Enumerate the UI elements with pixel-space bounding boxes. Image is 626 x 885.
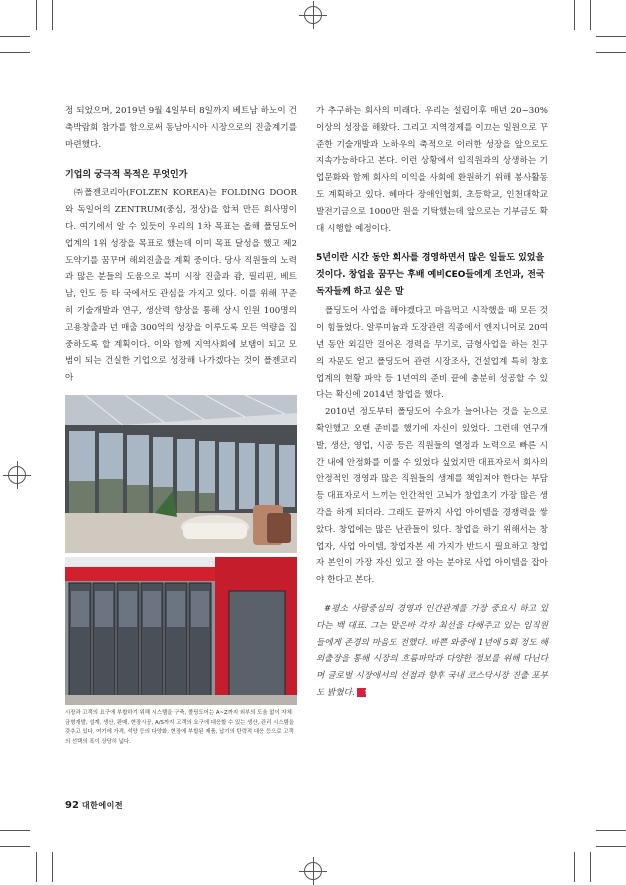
crop-mark — [574, 852, 575, 882]
crop-mark — [0, 36, 30, 37]
crop-mark — [596, 52, 626, 53]
startup-advice-paragraph: 2010년 정도부터 폴딩도어 수요가 늘어나는 것을 눈으로 확인했고 오랜 준비를 했기에 자신이 있었다. 그런데 연구개발, 생산, 영업, 시공 등은 직원들의 열정과 노력으로 빠른 시간 내에 안정화를 이룰 수 있었다 싶었지만 대표자로서 회사의 안정적인 경영과 많은 직원들의 생계를 책임져야 한다는 부담 등 대표자로서 느끼는 인간적인 고뇌가 창업초기 가장 많은 생각을 하게 되더라. 그래도 끝까지 사업 아이템을 경쟁력을 쌓았다. 창업에는 많은 난관들이 있다. 창업을 하기 위해서는 창업자, 사업 아이템, 창업자본 세 가지가 반드시 필요하고 창업자 본인이 가장 자신 있고 잘 아는 분야로 사업 아이템을 잡아야 한다고 본다. — [316, 407, 548, 586]
crop-mark — [590, 852, 591, 882]
interview-question-heading: 5년이란 시간 동안 회사를 경영하면서 많은 일들도 있었을 것이다. 창업을 꿈꾸는 후배 예비CEO들에게 조언과, 전국 독자들께 하고 싶은 말 — [316, 253, 545, 298]
crop-mark — [0, 846, 30, 847]
crop-mark — [590, 0, 591, 30]
page-footer — [65, 800, 123, 811]
company-paragraph: ㈜폴젠코리아(FOLZEN KOREA)는 FOLDING DOOR와 독일어의 ZENTRUM(중심, 정상)을 합쳐 만든 회사명이다. 여기에서 알 수 있듯이 우리의 1차 목표는 올해 폴딩도어 업계의 1위 성장을 목표로 했는데 이미 목표 달성을 했고 제2도약기를 꿈꾸며 해외진출을 계획 중이다. 당사 직원들의 노력과 많은 분들의 도움으로 북미 시장 진출과 괌, 필리핀, 베트남, 인도 등 타 국에서도 관심을 가지고 있다. 이를 위해 꾸준히 기술개발과 연구, 생산력 향상을 통해 상시 인원 100명의 고용창출과 년 매출 300억의 성장을 이루도록 모든 역량을 집중하도록 할 계획이다. 이와 함께 지역사회에 보탬이 되고 모범이 되는 건실한 기업으로 성장해 나가겠다는 것이 폴젠코리아 — [65, 188, 297, 384]
crop-mark — [0, 52, 30, 53]
crop-mark — [52, 852, 53, 882]
crop-mark — [596, 846, 626, 847]
crop-mark — [574, 0, 575, 30]
folding-door-photo — [65, 395, 297, 705]
right-column — [316, 103, 548, 702]
folding-door-illustration — [65, 395, 297, 705]
section-heading-purpose: 기업의 궁극적 목적은 무엇인가 — [65, 170, 188, 181]
crop-mark — [596, 830, 626, 831]
future-paragraph: 가 추구하는 회사의 미래다. 우리는 설립이후 매년 20~30% 이상의 성장을 해왔다. 그리고 지역경제를 이끄는 일원으로 꾸준한 기술개발과 노하우의 축적으로 이러한 성장을 앞으로도 지속가능하다고 본다. 이런 상황에서 임직원과의 상생하는 기업문화와 함께 회사의 이익을 사회에 환원하기 위해 봉사활동도 계획하고 있다. 헤마다 장애인협회, 초등학교, 인천대학교 발전기금으로 1000만 원을 기탁했는데 앞으로는 기부금도 확대 시행할 예정이다. — [316, 106, 548, 234]
closing-quote — [316, 601, 548, 702]
magazine-name: 대한에이전 — [81, 800, 124, 810]
left-column — [65, 103, 297, 747]
page-number: 92 — [65, 800, 79, 811]
registration-mark-left — [8, 466, 26, 484]
crop-mark — [36, 852, 37, 882]
crop-mark — [596, 36, 626, 37]
registration-mark-top — [304, 6, 322, 24]
intro-paragraph: 정 되었으며, 2019년 9월 4일부터 8일까지 베트남 하노이 건축박람회 참가를 함으로써 동남아시아 시장으로의 진출계기를 마련했다. — [65, 106, 297, 150]
registration-mark-bottom — [304, 862, 322, 880]
crop-mark — [0, 830, 30, 831]
crop-mark — [36, 0, 37, 30]
photo-caption: 시장과 고객의 요구에 부합하기 위해 시스템을 구축, 폴딩도어는 A~Z까지 외부의 도움 없이 자체 금형개발, 설계, 생산, 판매, 현장시공, A/S까지 고객의 요구에 대응할 수 있는 생산, 관리 시스템을 갖추고 있다. 여기에 가격, 석양 등의 다양화, 현장에 부합된 제품, 납기의 탄력적 대응 등으로 고객의 선택의 폭이 상당히 넓다. — [65, 709, 294, 745]
founding-paragraph: 폴딩도어 사업을 해야겠다고 마음먹고 시작했을 때 모든 것이 힘들었다. 알루미늄과 도장관련 직종에서 엔지니어로 20여 년 동안 외길만 걸어온 경력을 무기로, 금형사업을 하는 친구의 자문도 얻고 폴딩도어 관련 시장조사, 건설업계 특히 창호업계의 현황 파악 등 1년여의 준비 끝에 충분히 성공할 수 있다는 확신에 2014년 창업을 했다. — [316, 306, 548, 401]
closing-quote-text: #평소 사람중심의 경영과 인간관계를 가장 중요시 하고 있다는 백 대표. 그는 맡은바 각자 최선을 다해주고 있는 임직원들에게 존경의 마음도 전했다. 바쁜 와중에 1년에 5회 정도 해외출장을 통해 시장의 흐름파악과 다양한 정보를 위해 다닌다며 글로벌 시장에서의 선점과 향후 국내 코스닥시장 진출 포부도 밝혔다. — [316, 603, 548, 698]
article-end-mark: S — [357, 688, 366, 697]
crop-mark — [52, 0, 53, 30]
